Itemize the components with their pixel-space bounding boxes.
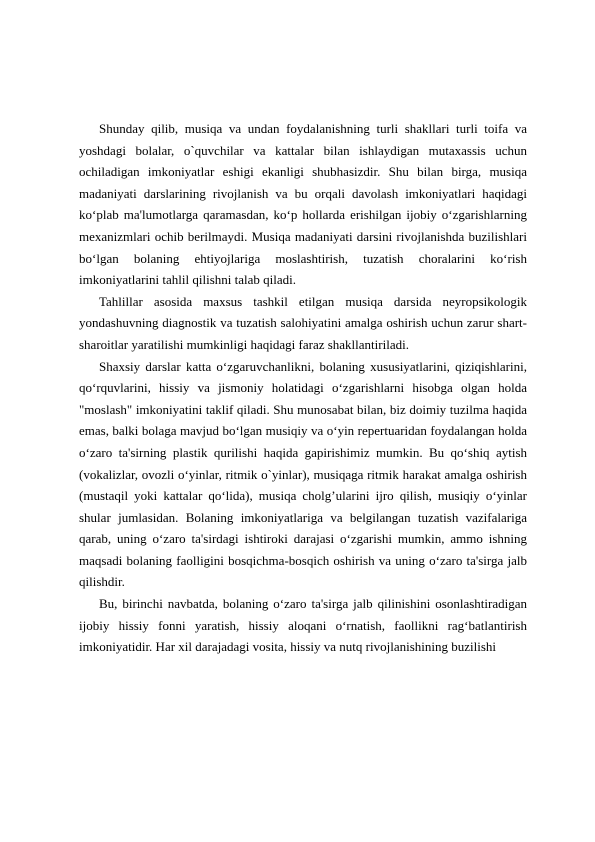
paragraph-3: Shaxsiy darslar katta o‘zgaruvchanlikni, bolaning xususiyatlarini, qiziqishlarini, qo‘rquvlarini, hissiy va jismoniy holatidagi o‘zgarishlarni hisobga olgan holda "moslash" imkoniyatini taklif qiladi. Shu munosabat bilan, biz doimiy tuzilma haqida emas, balki bolaga mavjud bo‘lgan musiqiy va o‘yin repertuaridan foydalangan holda o‘zaro ta'sirning plastik qurilishi haqida gapirishimiz mumkin. Bu qo‘shiq aytish (vokalizlar, ovozli o‘yinlar, ritmik o`yinlar), musiqaga ritmik harakat amalga oshirish (mustaqil yoki kattalar qo‘lida), musiqa cholg’ularini ijro qilish, musiqiy o‘yinlar shular jumlasidan. Bolaning imkoniyatlariga va belgilangan tuzatish vazifalariga qarab, uning o‘zaro ta'sirdagi ishtiroki darajasi o‘zgarishi mumkin, ammo ishning maqsadi bolaning faolligini bosqichma-bosqich oshirish va uning o‘zaro ta'sirga jalb qilishdir.	[79, 358, 527, 590]
paragraph-2: Tahlillar asosida maxsus tashkil etilgan musiqa darsida neyropsikologik yondashuvning diagnostik va tuzatish salohiyatini amalga oshirish uchun zarur shart-sharoitlar yaratilishi mumkinligi haqidagi faraz shakllantiriladi.	[79, 293, 527, 352]
paragraph-4: Bu, birinchi navbatda, bolaning o‘zaro ta'sirga jalb qilinishini osonlashtiradigan ijobiy hissiy fonni yaratish, hissiy aloqani o‘rnatish, faollikni rag‘batlantirish imkoniyatidir. Har xil darajadagi vosita, hissiy va nutq rivojlanishining buzilishi	[79, 596, 527, 655]
body-text	[79, 118, 527, 658]
paragraph-1: Shunday qilib, musiqa va undan foydalanishning turli shakllari turli toifa va yoshdagi bolalar, o`quvchilar va kattalar bilan ishlaydigan mutaxassis uchun ochiladigan imkoniyatlar eshigi ekanligi shubhasizdir. Shu bilan birga, musiqa madaniyati darslarining rivojlanish va bu orqali davolash imkoniyatlari haqidagi ko‘plab ma'lumotlarga qaramasdan, ko‘p hollarda erishilgan ijobiy o‘zgarishlarning mexanizmlari ochib berilmaydi. Musiqa madaniyati darsini rivojlanishda buzilishlari bo‘lgan bolaning ehtiyojlariga moslashtirish, tuzatish choralarini ko‘rish imkoniyatlarini tahlil qilishni talab qiladi.	[79, 121, 527, 288]
